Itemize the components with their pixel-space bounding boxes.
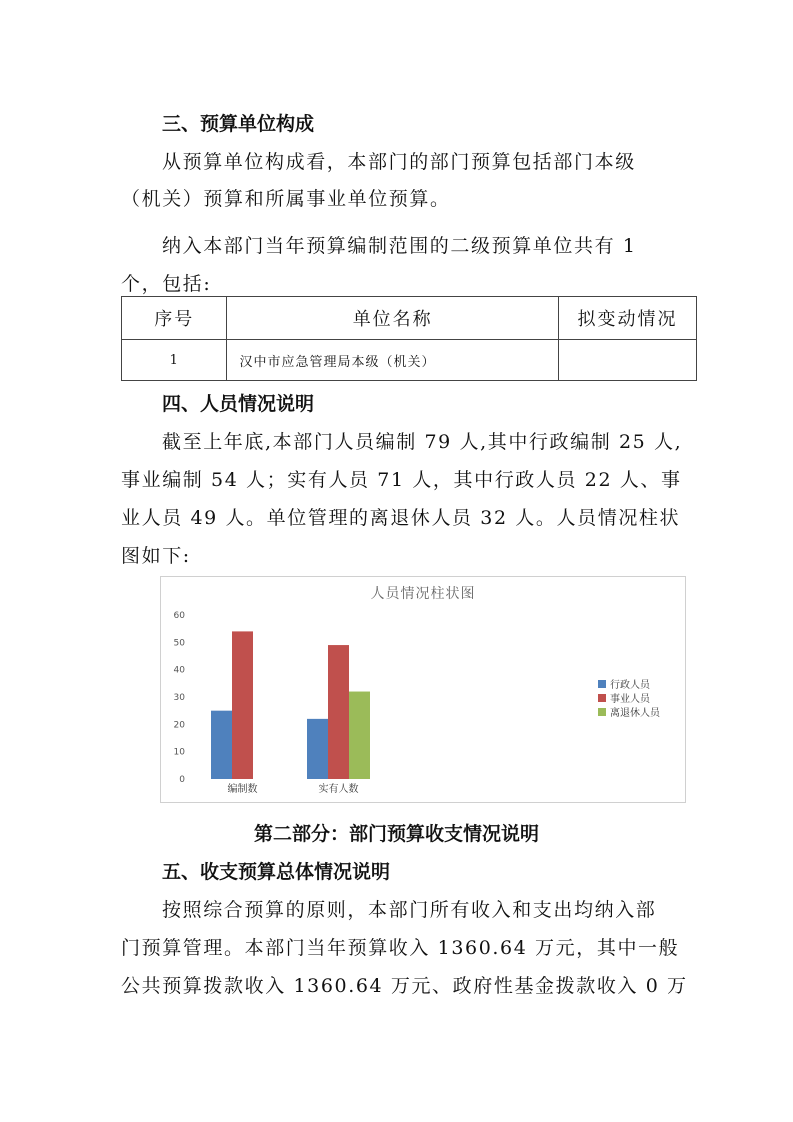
- section3-para2-line1: 纳入本部门当年预算编制范围的二级预算单位共有 1: [162, 235, 637, 257]
- section4-line2: 事业编制 54 人；实有人员 71 人，其中行政人员 22 人、事: [121, 469, 682, 491]
- legend-label: 事业人员: [610, 694, 650, 705]
- cell-index: 1: [122, 340, 227, 381]
- y-tick-label: 50: [173, 638, 185, 649]
- y-tick-label: 30: [173, 693, 185, 703]
- section4-heading: 四、人员情况说明: [162, 393, 315, 415]
- y-tick-label: 10: [173, 747, 185, 758]
- cell-unit-name: 汉中市应急管理局本级（机关）: [227, 340, 559, 381]
- section4-line3: 业人员 49 人。单位管理的离退休人员 32 人。人员情况柱状: [121, 507, 681, 529]
- y-tick-label: 0: [179, 775, 185, 785]
- y-tick-label: 40: [173, 665, 185, 676]
- header-index: 序号: [122, 297, 227, 340]
- header-unit-name: 单位名称: [227, 297, 559, 340]
- legend-label: 行政人员: [610, 680, 650, 691]
- chart-title: 人员情况柱状图: [370, 586, 476, 602]
- legend-swatch: [598, 694, 606, 702]
- unit-table: [121, 296, 697, 381]
- legend-label: 离退休人员: [610, 708, 660, 719]
- bar: [349, 692, 370, 779]
- chart-svg: [161, 577, 685, 802]
- section3-para1-line1: 从预算单位构成看，本部门的部门预算包括部门本级: [162, 151, 636, 173]
- y-tick-label: 60: [173, 611, 185, 621]
- personnel-bar-chart: [160, 576, 686, 803]
- header-change: 拟变动情况: [558, 297, 696, 340]
- unit-table-header-row: [122, 297, 697, 340]
- part2-heading: 第二部分：部门预算收支情况说明: [253, 823, 539, 845]
- section5-line2: 门预算管理。本部门当年预算收入 1360.64 万元，其中一般: [121, 937, 680, 959]
- legend-swatch: [598, 708, 606, 716]
- section4-line1: 截至上年底,本部门人员编制 79 人,其中行政编制 25 人,: [162, 431, 683, 453]
- section5-line1: 按照综合预算的原则，本部门所有收入和支出均纳入部: [162, 899, 657, 921]
- section4-line4: 图如下:: [121, 545, 191, 567]
- section3-heading: 三、预算单位构成: [162, 113, 315, 135]
- table-row: [122, 340, 697, 381]
- section3-para1-line2: （机关）预算和所属事业单位预算。: [121, 188, 451, 210]
- bar: [211, 711, 232, 779]
- legend-swatch: [598, 680, 606, 688]
- cell-change: [558, 340, 696, 381]
- bar: [232, 631, 253, 779]
- x-category-label: 编制数: [227, 784, 258, 795]
- section5-heading: 五、收支预算总体情况说明: [162, 861, 391, 883]
- x-category-label: 实有人数: [318, 784, 359, 795]
- bar: [307, 719, 328, 779]
- section3-para2-line2: 个，包括:: [121, 273, 212, 295]
- y-tick-label: 20: [173, 720, 185, 731]
- bar: [328, 645, 349, 779]
- section5-line3: 公共预算拨款收入 1360.64 万元、政府性基金拨款收入 0 万: [121, 975, 688, 997]
